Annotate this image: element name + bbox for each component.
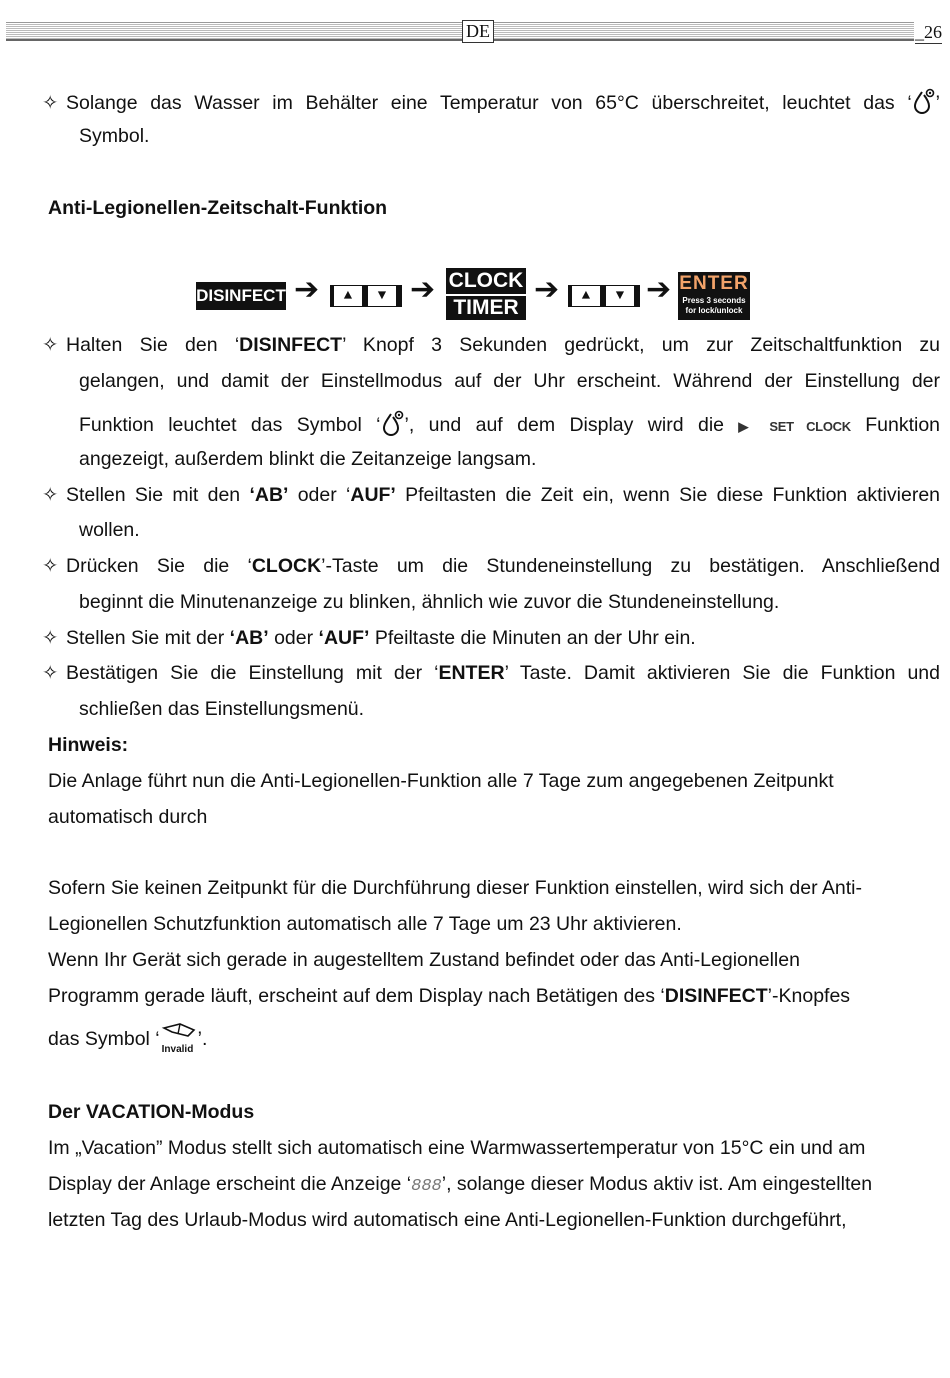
up-arrow-icon: ▲: [572, 286, 600, 306]
hinweis-line1: Die Anlage führt nun die Anti-Legionellen-Funktion alle 7 Tage zum angegebenen Zeitpunkt: [48, 770, 834, 792]
bullet-icon: ✧: [42, 555, 59, 577]
p2-line5: das Symbol ‘ Invalid ’.: [48, 1026, 940, 1054]
b4-line1: ✧ Stellen Sie mit der ‘AB’ oder ‘AUF’ Pfeiltaste die Minuten an der Uhr ein.: [42, 627, 696, 649]
updown-buttons-graphic: [568, 285, 640, 307]
enter-label: ENTER: [679, 273, 749, 294]
b1-line1: ✧ Halten Sie den ‘DISINFECT’ Knopf 3 Sekunden gedrückt, um zur Zeitschaltfunktion zu: [42, 334, 940, 356]
b2-line2: wollen.: [79, 519, 140, 541]
section-heading-anti-legionellen: Anti-Legionellen-Zeitschalt-Funktion: [48, 197, 388, 219]
disinfect-symbol-icon: [381, 410, 405, 442]
b2-line1: ✧ Stellen Sie mit den ‘AB’ oder ‘AUF’ Pfeiltasten die Zeit ein, wenn Sie diese Funktion aktivieren: [42, 484, 941, 506]
bullet-icon: ✧: [42, 334, 59, 356]
bullet-icon: ✧: [42, 92, 59, 115]
page-number: _26: [915, 22, 942, 42]
invalid-symbol-icon: Invalid: [160, 1026, 198, 1054]
p1-line2: Symbol.: [79, 125, 150, 147]
arrow-icon: ➔: [646, 273, 672, 306]
bullet-icon: ✧: [42, 484, 59, 506]
enter-button-graphic: [678, 272, 750, 320]
disinfect-button-graphic: DISINFECT: [196, 282, 286, 310]
p1-line1: ✧ Solange das Wasser im Behälter eine Temperatur von 65°C überschreitet, leuchtet das ‘ ’: [42, 88, 940, 120]
p3-line1: Im „Vacation” Modus stellt sich automatisch eine Warmwassertemperatur von 15°C ein und am: [48, 1137, 866, 1159]
timer-label: TIMER: [446, 294, 526, 320]
clock-timer-button-graphic: [446, 268, 526, 320]
hinweis-line2: automatisch durch: [48, 806, 208, 828]
bullet-icon: ✧: [42, 662, 59, 684]
header-rule: [6, 22, 914, 41]
section-heading-vacation: Der VACATION-Modus: [48, 1101, 255, 1123]
bullet-icon: ✧: [42, 627, 59, 649]
b1-line4: angezeigt, außerdem blinkt die Zeitanzeige langsam.: [79, 448, 537, 470]
disinfect-symbol-icon: [912, 88, 936, 120]
updown-buttons-graphic: [330, 285, 402, 307]
enter-sub1: Press 3 seconds: [682, 296, 746, 305]
p2-line4: Programm gerade läuft, erscheint auf dem Display nach Betätigen des ‘DISINFECT’-Knopfes: [48, 985, 851, 1007]
hinweis-label: Hinweis:: [48, 734, 129, 756]
b1-line2: gelangen, und damit der Einstellmodus auf der Uhr erscheint. Während der Einstellung der: [79, 370, 940, 392]
down-arrow-icon: ▼: [368, 286, 396, 306]
p2-line3: Wenn Ihr Gerät sich gerade in augestelltem Zustand befindet oder das Anti-Legionellen: [48, 949, 800, 971]
enter-sub2: for lock/unlock: [685, 306, 743, 315]
arrow-icon: ➔: [534, 273, 560, 306]
arrow-icon: ➔: [410, 273, 436, 306]
segment-display-888: 888: [411, 1177, 442, 1196]
page-header: [6, 18, 944, 44]
b5-line2: schließen das Einstellungsmenü.: [79, 698, 365, 720]
p3-line3: letzten Tag des Urlaub-Modus wird automatisch eine Anti-Legionellen-Funktion durchgeführt,: [48, 1209, 847, 1231]
b1-line3: Funktion leuchtet das Symbol ‘ ’, und auf dem Display wird die ▶ SET CLOCK Funktion: [79, 410, 940, 442]
set-clock-indicator: ▶ SET CLOCK: [738, 419, 851, 435]
arrow-icon: ➔: [294, 273, 320, 306]
b3-line2: beginnt die Minutenanzeige zu blinken, ähnlich wie zuvor die Stundeneinstellung.: [79, 591, 780, 613]
b3-line1: ✧ Drücken Sie die ‘CLOCK’-Taste um die Stundeneinstellung zu bestätigen. Anschließend: [42, 555, 941, 577]
b5-line1: ✧ Bestätigen Sie die Einstellung mit der ‘ENTER’ Taste. Damit aktivieren Sie die Funktion und: [42, 662, 940, 684]
clock-label: CLOCK: [448, 269, 524, 292]
down-arrow-icon: ▼: [606, 286, 634, 306]
p2-line1: Sofern Sie keinen Zeitpunkt für die Durchführung dieser Funktion einstellen, wird sich der Anti-: [48, 877, 863, 899]
p3-line2: Display der Anlage erscheint die Anzeige ‘888’, solange dieser Modus aktiv ist. Am eingestellten: [48, 1173, 873, 1196]
p2-line2: Legionellen Schutzfunktion automatisch alle 7 Tage um 23 Uhr aktivieren.: [48, 913, 682, 935]
language-label: DE: [462, 20, 494, 43]
up-arrow-icon: ▲: [334, 286, 362, 306]
